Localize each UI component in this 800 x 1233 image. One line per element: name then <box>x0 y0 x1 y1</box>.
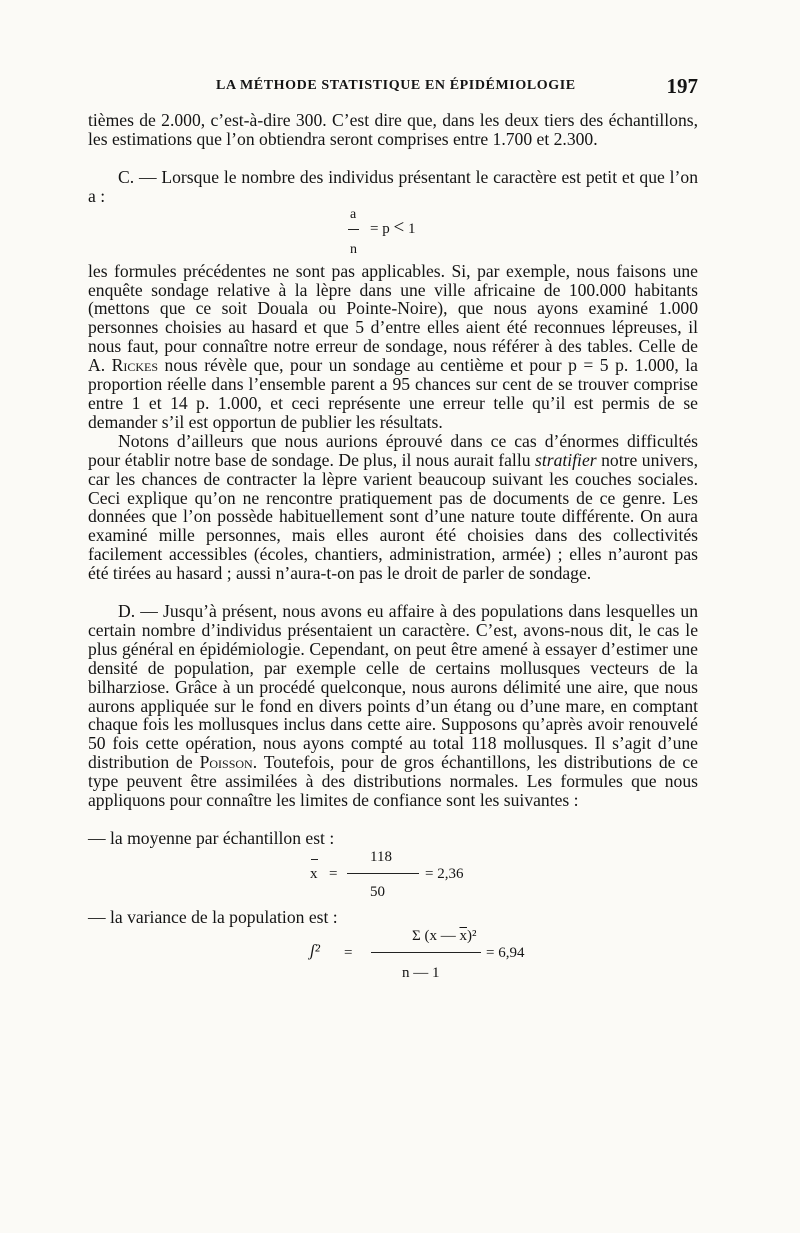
formula-inequality: = p < 1 <box>370 216 416 238</box>
emphasis-word: stratifier <box>535 449 597 470</box>
list-item-moyenne: — la moyenne par échantillon est : <box>88 828 335 848</box>
author-name: Rickes <box>111 355 159 376</box>
paragraph-continuation: tièmes de 2.000, c’est-à-dire 300. C’est dire que, dans les deux tiers des échantillons, les estimations que l’on obtiendra seront comprises entre 1.700 et 2.300. <box>88 110 698 149</box>
fraction-bar <box>348 229 359 230</box>
formula-denominator: 50 <box>370 883 385 900</box>
formula-numerator: Σ (x — $\overline{x})^2$ <box>412 927 477 944</box>
formula-result: = 6,94 <box>486 944 525 961</box>
formula-ratio <box>88 206 698 262</box>
formula-denominator: n <box>350 241 357 257</box>
formula-numerator: a <box>350 206 357 222</box>
body-text <box>88 111 698 989</box>
paragraph-lepre: les formules précédentes ne sont pas applicables. Si, par exemple, nous faisons une enquête sondage relative à la lèpre dans une ville africaine de 100.000 habitants (mettons que ce soit Douala ou Pointe-Noire), que nous ayons examiné 1.000 personnes choisies au hasard et que 5 d’entre elles aient été reconnues lépreuses, il nous faut, pour connaître notre erreur de sondage, nous référer à des tables. Celle de A. Rickes nous révèle que, pour un sondage au centième et pour p = 5 p. 1.000, la proportion réelle dans l’ensemble parent a 95 chances sur cent de se trouver comprise entre 1 et 14 p. 1.000, et ceci représente une erreur telle qu’il est permis de se demander s’il est opportun de publier les résultats. <box>88 260 698 432</box>
paragraph-d: D. — Jusqu’à présent, nous avons eu affaire à des populations dans lesquelles un certain nombre d’individus présentaient un caractère. C’est, avons-nous dit, le cas le plus général en épidémiologie. Cependant, on peut être amené à essayer d’estimer une densité de population, par exemple celle de certains mollusques vecteurs de la bilharziose. Grâce à un procédé quelconque, nous aurons délimité une aire, que nous aurons appliquée sur le fond en divers points d’un étang ou d’une mare, en comptant chaque fois les mollusques inclus dans cette aire. Supposons qu’après avoir renouvelé 50 fois cette opération, nous ayons compté au total 118 mollusques. Il s’agit d’une distribution de Poisson. Toutefois, pour de gros échantillons, les distributions de ce type peuvent être assimilées à des distributions normales. Les formules que nous appliquons pour connaître les limites de confiance sont les suivantes : <box>88 601 698 811</box>
fraction-bar <box>347 873 419 874</box>
running-head <box>88 74 698 102</box>
list-item-variance: — la variance de la population est : <box>88 906 338 927</box>
paragraph-c: C. — Lorsque le nombre des individus présentant le caractère est petit et que l’on a : <box>88 166 698 206</box>
formula-result: = 2,36 <box>425 865 464 882</box>
formula-numerator: 118 <box>370 848 392 865</box>
formula-lhs: ʃ² <box>310 940 320 960</box>
author-name: Poisson <box>199 752 253 773</box>
formula-denominator: n — 1 <box>402 964 440 981</box>
formula-mean: x = 118 50 = 2,36 <box>310 848 464 900</box>
running-title: LA MÉTHODE STATISTIQUE EN ÉPIDÉMIOLOGIE <box>216 78 576 93</box>
formula-lhs: x <box>310 865 318 882</box>
page-number: 197 <box>666 74 698 98</box>
fraction-bar <box>371 952 481 953</box>
formula-variance: ʃ² = Σ (x — $\overline{x})^2$ n — 1 = 6,94 <box>310 927 525 981</box>
paragraph-notons: Notons d’ailleurs que nous aurions éprouvé dans ce cas d’énormes difficultés pour établir notre base de sondage. De plus, il nous aurait fallu stratifier notre univers, car les chances de contracter la lèpre varient beaucoup suivant les couches sociales. Ceci explique qu’on ne rencontre pratiquement pas de documents de ce genre. Les données que l’on possède habituellement sont d’une nature toute différente. On aura examiné mille personnes, mais elles auront été choisies dans des collectivités facilement accessibles (écoles, chantiers, administration, armée) ; elles n’auront pas été tirées au hasard ; aussi n’aura-t-on pas le droit de parler de sondage. <box>88 430 698 584</box>
